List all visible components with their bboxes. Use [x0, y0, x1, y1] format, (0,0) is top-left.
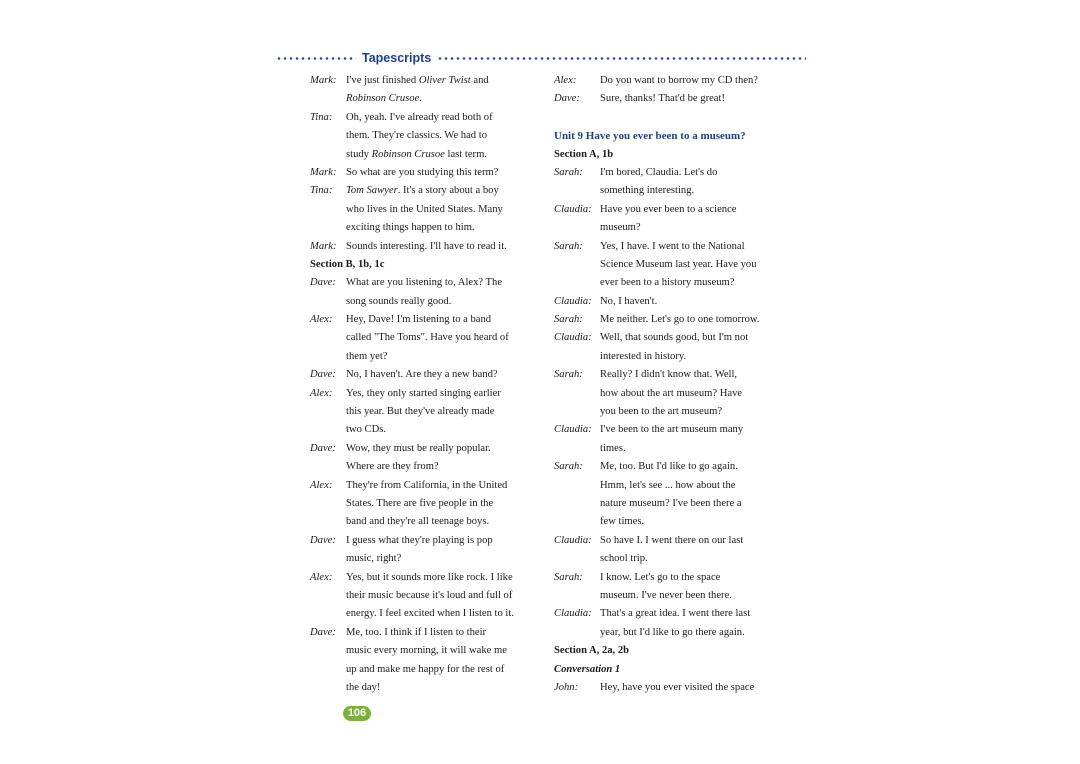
dialogue-line: [554, 624, 794, 642]
conversation-heading: Conversation 1: [554, 663, 621, 675]
dialogue-line: [554, 495, 794, 513]
dialogue-line: [310, 219, 545, 237]
dialogue-text: No, I haven't.: [600, 295, 658, 307]
dialogue-line: [310, 127, 545, 145]
dialogue-line: [554, 201, 794, 219]
dialogue-text: something interesting.: [600, 185, 695, 197]
dialogue-text: Oh, yeah. I've already read both of: [346, 111, 493, 123]
dialogue-line: [310, 477, 545, 495]
dialogue-line: [554, 366, 794, 384]
dialogue-line: [310, 385, 545, 403]
dialogue-text: Me neither. Let's go to one tomorrow.: [600, 314, 760, 326]
dialogue-text: Yes, they only started singing earlier: [346, 387, 501, 399]
dialogue-line: [554, 182, 794, 200]
dialogue-text: I've just finished Oliver Twist and: [346, 75, 489, 86]
speaker-label: Sarah:: [554, 240, 583, 252]
dialogue-text: Really? I didn't know that. Well,: [600, 369, 738, 381]
dialogue-text: ever been to a history museum?: [600, 277, 735, 289]
speaker-label: Alex:: [310, 387, 333, 399]
dialogue-text: music every morning, it will wake me: [346, 645, 507, 657]
speaker-label: Dave:: [554, 93, 580, 105]
header-dots-left: [276, 57, 356, 60]
dialogue-text: school trip.: [600, 553, 648, 565]
dialogue-line: [310, 311, 545, 329]
dialogue-text: Hey, have you ever visited the space: [600, 681, 755, 693]
dialogue-text: up and make me happy for the rest of: [346, 663, 505, 675]
dialogue-text: museum. I've never been there.: [600, 589, 732, 601]
speaker-label: John:: [554, 681, 579, 693]
dialogue-line: [554, 458, 794, 476]
speaker-label: Dave:: [310, 369, 336, 381]
speaker-label: Mark:: [310, 240, 337, 252]
dialogue-text: them yet?: [346, 350, 388, 362]
dialogue-line: [310, 513, 545, 531]
dialogue-line: [554, 513, 794, 531]
blank-line: [554, 109, 794, 127]
dialogue-text: Do you want to borrow my CD then?: [600, 75, 759, 86]
dialogue-line: [554, 679, 794, 697]
dialogue-line: [554, 72, 794, 90]
speaker-label: Alex:: [310, 571, 333, 583]
dialogue-line: [554, 385, 794, 403]
dialogue-text: No, I haven't. Are they a new band?: [346, 369, 498, 381]
dialogue-text: So have I. I went there on our last: [600, 534, 744, 546]
dialogue-text: nature museum? I've been there a: [600, 497, 742, 509]
speaker-label: Sarah:: [554, 369, 583, 381]
dialogue-line: [554, 605, 794, 623]
dialogue-line: [554, 348, 794, 366]
dialogue-line: [310, 569, 545, 587]
speaker-label: Sarah:: [554, 571, 583, 583]
left-column: [310, 72, 545, 697]
dialogue-text: who lives in the United States. Many: [346, 203, 503, 215]
dialogue-text: this year. But they've already made: [346, 406, 495, 418]
dialogue-line: [310, 550, 545, 568]
speaker-label: Dave:: [310, 534, 336, 546]
speaker-label: Claudia:: [554, 534, 592, 546]
speaker-label: Sarah:: [554, 166, 583, 178]
dialogue-text: Sounds interesting. I'll have to read it.: [346, 240, 507, 252]
dialogue-line: [554, 293, 794, 311]
dialogue-text: few times.: [600, 516, 645, 528]
dialogue-text: Have you ever been to a science: [600, 203, 737, 215]
dialogue-line: [554, 403, 794, 421]
speaker-label: Dave:: [310, 277, 336, 289]
dialogue-line: [554, 256, 794, 274]
right-column: [554, 72, 794, 697]
speaker-label: Alex:: [554, 75, 577, 86]
dialogue-line: [310, 366, 545, 384]
speaker-label: Alex:: [310, 479, 333, 491]
dialogue-line: [310, 403, 545, 421]
speaker-label: Claudia:: [554, 295, 592, 307]
dialogue-line: [310, 495, 545, 513]
dialogue-line: [310, 421, 545, 439]
speaker-label: Sarah:: [554, 314, 583, 326]
speaker-label: Claudia:: [554, 203, 592, 215]
dialogue-line: [554, 477, 794, 495]
dialogue-line: [554, 311, 794, 329]
dialogue-line: [310, 109, 545, 127]
dialogue-text: Yes, I have. I went to the National: [600, 240, 745, 252]
speaker-label: Sarah:: [554, 461, 583, 473]
dialogue-text: Well, that sounds good, but I'm not: [600, 332, 749, 344]
dialogue-text: band and they're all teenage boys.: [346, 516, 490, 528]
speaker-label: Tina:: [310, 111, 333, 123]
dialogue-text: called "The Toms". Have you heard of: [346, 332, 509, 344]
section-heading: Section B, 1b, 1c: [310, 258, 385, 270]
speaker-label: Claudia:: [554, 608, 592, 620]
dialogue-text: how about the art museum? Have: [600, 387, 743, 399]
dialogue-line: [310, 164, 545, 182]
dialogue-text: music, right?: [346, 553, 402, 565]
dialogue-line: [554, 219, 794, 237]
dialogue-line: [310, 146, 545, 164]
dialogue-text: I guess what they're playing is pop: [346, 534, 493, 546]
dialogue-line: [310, 90, 545, 108]
dialogue-text: That's a great idea. I went there last: [600, 608, 751, 620]
section-heading: Section A, 2a, 2b: [554, 645, 630, 657]
speaker-label: Dave:: [310, 626, 336, 638]
dialogue-text: States. There are five people in the: [346, 497, 494, 509]
dialogue-text: Hey, Dave! I'm listening to a band: [346, 314, 492, 326]
dialogue-line: [554, 569, 794, 587]
dialogue-text: They're from California, in the United: [346, 479, 508, 491]
dialogue-text: times.: [600, 442, 626, 454]
dialogue-line: [310, 661, 545, 679]
dialogue-line: [310, 329, 545, 347]
dialogue-line: [554, 440, 794, 458]
dialogue-text: Hmm, let's see ... how about the: [600, 479, 736, 491]
dialogue-line: [554, 421, 794, 439]
dialogue-text: Wow, they must be really popular.: [346, 442, 491, 454]
dialogue-line: [554, 532, 794, 550]
dialogue-line: [554, 90, 794, 108]
dialogue-text: museum?: [600, 222, 641, 234]
dialogue-text: energy. I feel excited when I listen to it.: [346, 608, 514, 620]
header-title: Tapescripts: [362, 51, 432, 65]
dialogue-line: [554, 164, 794, 182]
dialogue-line: [310, 642, 545, 660]
unit-heading: Unit 9 Have you ever been to a museum?: [554, 130, 746, 143]
speaker-label: Claudia:: [554, 424, 592, 436]
dialogue-text: Sure, thanks! That'd be great!: [600, 93, 725, 105]
dialogue-text: their music because it's loud and full of: [346, 589, 513, 601]
dialogue-text: Where are they from?: [346, 461, 439, 473]
dialogue-text: Science Museum last year. Have you: [600, 258, 757, 270]
dialogue-text: song sounds really good.: [346, 295, 452, 307]
dialogue-line: [310, 238, 545, 256]
dialogue-line: [310, 679, 545, 697]
speaker-label: Dave:: [310, 442, 336, 454]
dialogue-line: [310, 182, 545, 200]
dialogue-line: [310, 624, 545, 642]
dialogue-text: I've been to the art museum many: [600, 424, 744, 436]
dialogue-text: Me, too. I think if I listen to their: [346, 626, 487, 638]
dialogue-line: [310, 348, 545, 366]
speaker-label: Alex:: [310, 314, 333, 326]
dialogue-text: you been to the art museum?: [600, 406, 723, 418]
dialogue-line: [310, 201, 545, 219]
dialogue-text: two CDs.: [346, 424, 387, 436]
speaker-label: Mark:: [310, 166, 337, 178]
dialogue-text: I know. Let's go to the space: [600, 571, 721, 583]
dialogue-text: study Robinson Crusoe last term.: [346, 148, 487, 160]
section-heading: Section A, 1b: [554, 148, 614, 160]
dialogue-text: interested in history.: [600, 350, 687, 362]
dialogue-text: exciting things happen to him.: [346, 222, 475, 234]
speaker-label: Mark:: [310, 75, 337, 86]
dialogue-line: [310, 293, 545, 311]
dialogue-text: Yes, but it sounds more like rock. I like: [346, 571, 513, 583]
dialogue-text: the day!: [346, 681, 381, 693]
dialogue-line: [554, 587, 794, 605]
dialogue-line: [554, 550, 794, 568]
dialogue-text: year, but I'd like to go there again.: [600, 626, 745, 638]
page-number-badge: 106: [343, 706, 371, 721]
dialogue-text: Robinson Crusoe.: [346, 93, 422, 105]
dialogue-text: So what are you studying this term?: [346, 166, 499, 178]
dialogue-text: them. They're classics. We had to: [346, 130, 487, 142]
dialogue-line: [310, 458, 545, 476]
speaker-label: Claudia:: [554, 332, 592, 344]
speaker-label: Tina:: [310, 185, 333, 197]
dialogue-line: [310, 72, 545, 90]
dialogue-text: I'm bored, Claudia. Let's do: [600, 166, 718, 178]
dialogue-line: [310, 440, 545, 458]
dialogue-line: [554, 274, 794, 292]
header-dots-right: [437, 57, 806, 60]
dialogue-line: [310, 605, 545, 623]
dialogue-text: Tom Sawyer. It's a story about a boy: [346, 185, 499, 197]
dialogue-line: [554, 238, 794, 256]
tapescripts-header: [276, 50, 806, 66]
dialogue-text: Me, too. But I'd like to go again.: [600, 461, 738, 473]
dialogue-line: [310, 587, 545, 605]
dialogue-line: [310, 532, 545, 550]
dialogue-line: [554, 329, 794, 347]
dialogue-line: [310, 274, 545, 292]
dialogue-text: What are you listening to, Alex? The: [346, 277, 503, 289]
